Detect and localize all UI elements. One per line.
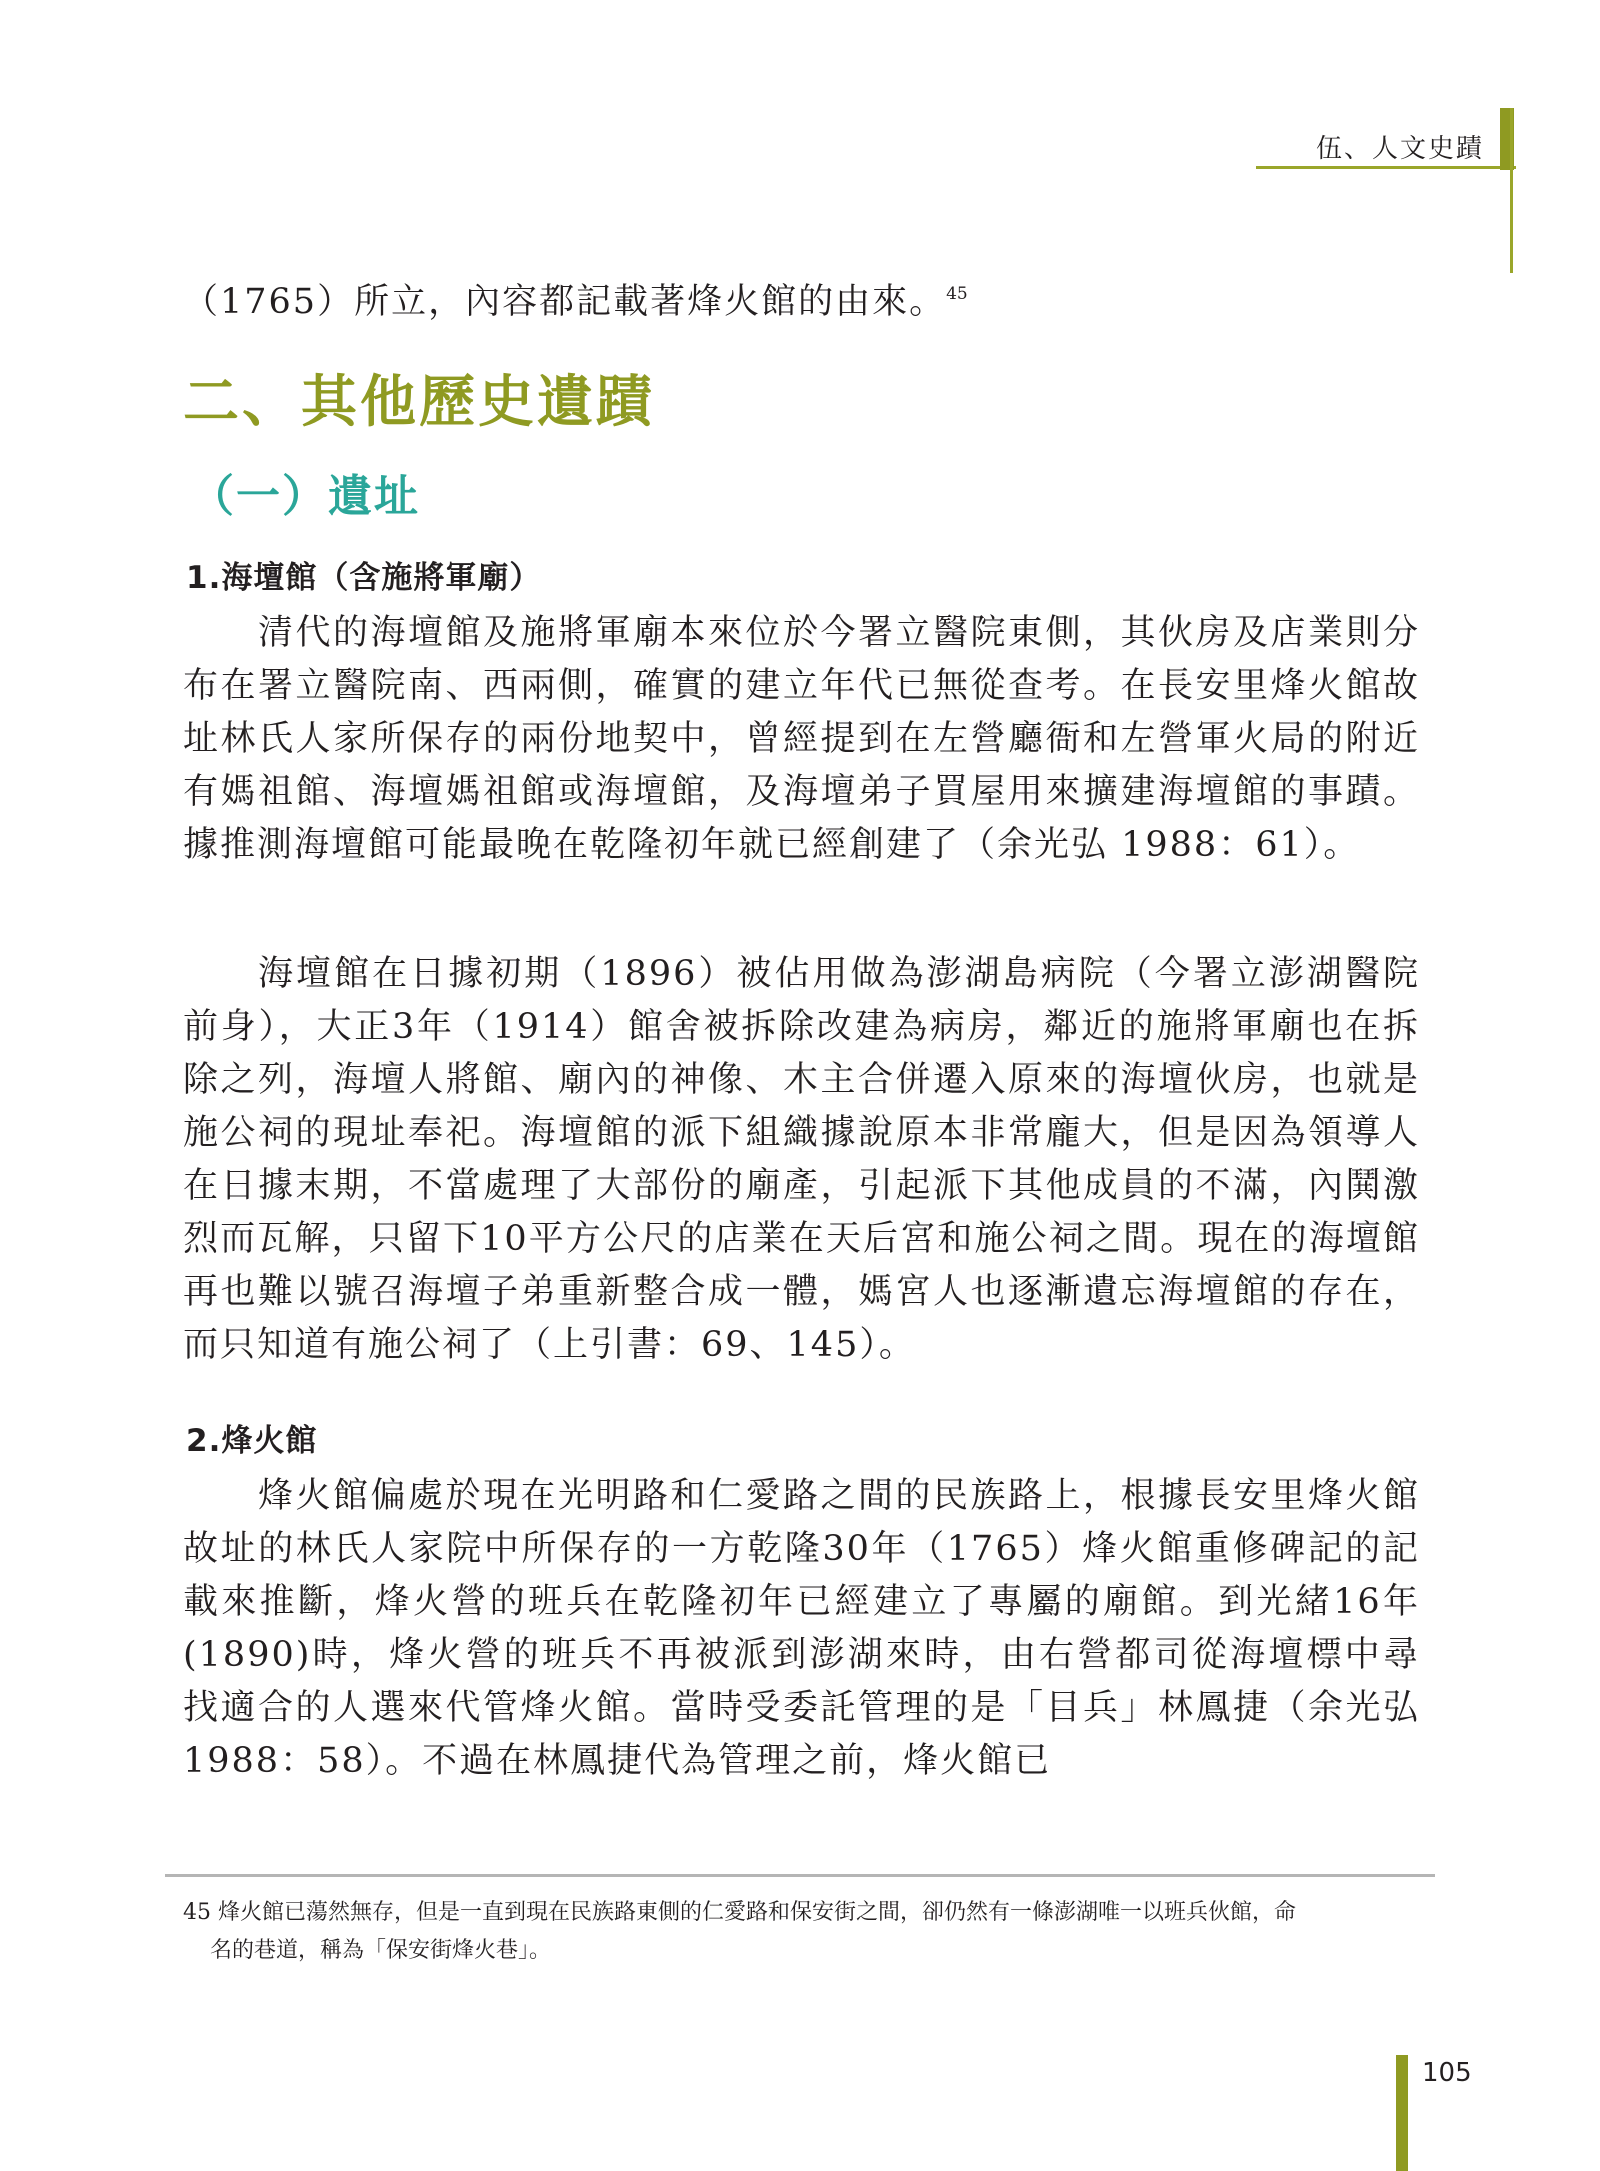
item-heading-haitan: 1.海壇館（含施將軍廟） — [186, 560, 542, 596]
footnote-number: 45 — [183, 1900, 211, 1925]
subsection-heading: （一）遺址 — [190, 471, 420, 522]
running-header-title: 伍、人文史蹟 — [1315, 134, 1484, 164]
footnote-text-line2: 名的巷道，稱為「保安街烽火巷」。 — [210, 1938, 552, 1963]
footnote — [183, 1894, 1420, 1970]
intro-paragraph — [183, 268, 1420, 329]
paragraph-haitan-2: 海壇館在日據初期（1896）被佔用做為澎湖島病院（今署立澎湖醫院前身），大正3年（1914）館舍被拆除改建為病房，鄰近的施將軍廟也在拆除之列，海壇人將館、廟內的神像、木主合併遷入原來的海壇伙房，也就是施公祠的現址奉祀。海壇館的派下組織據說原本非常龐大，但是因為領導人在日據末期，不當處理了大部份的廟產，引起派下其他成員的不滿，內鬨激烈而瓦解，只留下10平方公尺的店業在天后宮和施公祠之間。現在的海壇館再也難以號召海壇子弟重新整合成一體，媽宮人也逐漸遺忘海壇館的存在，而只知道有施公祠了（上引書：69、145）。 — [183, 954, 1420, 1365]
footnote-ref[interactable]: 45 — [946, 284, 968, 304]
paragraph-fenghuo-1: 烽火館偏處於現在光明路和仁愛路之間的民族路上，根據長安里烽火館故址的林氏人家院中所保存的一方乾隆30年（1765）烽火館重修碑記的記載來推斷，烽火營的班兵在乾隆初年已經建立了專屬的廟館。到光緒16年(1890)時，烽火營的班兵不再被派到澎湖來時，由右營都司從海壇標中尋找適合的人選來代管烽火館。當時受委託管理的是「目兵」林鳳捷（余光弘 1988：58）。不過在林鳳捷代為管理之前，烽火館已 — [183, 1476, 1420, 1781]
intro-text: （1765）所立，內容都記載著烽火館的由來。 — [183, 282, 947, 322]
page-number: 105 — [1422, 2058, 1472, 2088]
footnote-rule — [165, 1874, 1435, 1877]
section-heading: 二、其他歷史遺蹟 — [183, 369, 655, 435]
header-vertical-rule — [1510, 108, 1513, 273]
footnote-text-line1: 烽火館已蕩然無存，但是一直到現在民族路東側的仁愛路和保安街之間，卻仍然有一條澎湖唯一以班兵伙館，命 — [218, 1900, 1297, 1925]
paragraph-haitan-1: 清代的海壇館及施將軍廟本來位於今署立醫院東側，其伙房及店業則分布在署立醫院南、西兩側，確實的建立年代已無從查考。在長安里烽火館故址林氏人家所保存的兩份地契中，曾經提到在左營廳衙和左營軍火局的附近有媽祖館、海壇媽祖館或海壇館，及海壇弟子買屋用來擴建海壇館的事蹟。據推測海壇館可能最晚在乾隆初年就已經創建了（余光弘 1988：61）。 — [183, 613, 1420, 865]
header-rule — [1256, 166, 1516, 169]
item-heading-fenghuo: 2.烽火館 — [186, 1423, 318, 1459]
page-number-bar — [1396, 2055, 1408, 2171]
